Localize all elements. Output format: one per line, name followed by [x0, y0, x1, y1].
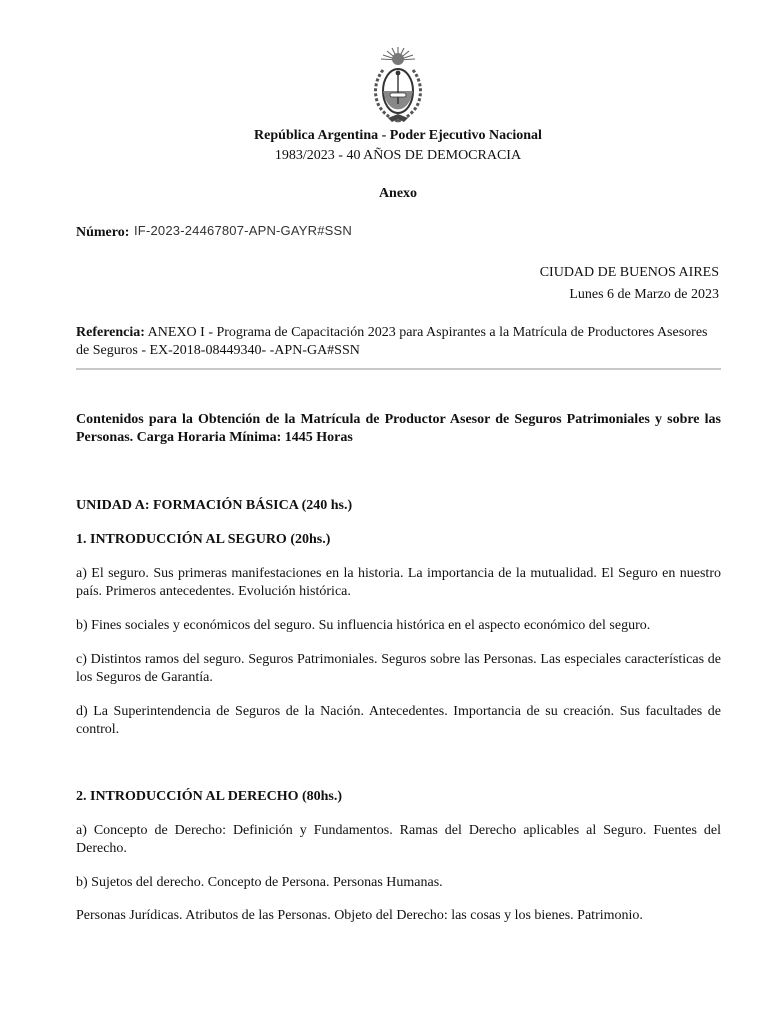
section-1-item-b: b) Fines sociales y económicos del seguro. Su influencia histórica en el aspecto económico del seguro.	[76, 618, 651, 633]
numero-label: Número:	[76, 225, 130, 240]
document-type: Anexo	[378, 186, 418, 201]
numero-value: IF-2023-24467807-APN-GAYR#SSN	[134, 223, 352, 238]
section-2-item-b: b) Sujetos del derecho. Concepto de Persona. Personas Humanas.	[76, 875, 443, 890]
unit-a-heading: UNIDAD A: FORMACIÓN BÁSICA (240 hs.)	[76, 498, 353, 513]
intro-heading: Contenidos para la Obtención de la Matrícula de Productor Asesor de Seguros Patrimoniales y sobre las Personas. Carga Horaria Mínima: 1445 Horas	[76, 412, 721, 445]
referencia	[76, 324, 721, 360]
city: CIUDAD DE BUENOS AIRES	[539, 265, 719, 280]
header-title: República Argentina - Poder Ejecutivo Nacional	[254, 128, 542, 143]
header-subtitle: 1983/2023 - 40 AÑOS DE DEMOCRACIA	[274, 148, 522, 163]
section-1-title: 1. INTRODUCCIÓN AL SEGURO (20hs.)	[76, 532, 331, 547]
section-1-item-a: a) El seguro. Sus primeras manifestaciones en la historia. La importancia de la mutualidad. El Seguro en nuestro país. Primeros antecedentes. Evolución histórica.	[76, 566, 721, 599]
section-2-item-a: a) Concepto de Derecho: Definición y Fundamentos. Ramas del Derecho aplicables al Seguro. Fuentes del Derecho.	[76, 823, 721, 856]
coat-of-arms-seal	[371, 44, 425, 126]
date: Lunes 6 de Marzo de 2023	[569, 287, 719, 302]
referencia-label: Referencia:	[76, 325, 145, 340]
section-1-item-c: c) Distintos ramos del seguro. Seguros Patrimoniales. Seguros sobre las Personas. Las especiales características de los Seguros de Garantía.	[76, 652, 721, 685]
divider	[76, 368, 721, 370]
section-2-paragraph: Personas Jurídicas. Atributos de las Personas. Objeto del Derecho: las cosas y los bienes. Patrimonio.	[76, 908, 643, 923]
referencia-text: ANEXO I - Programa de Capacitación 2023 para Aspirantes a la Matrícula de Productores Asesores de Seguros - EX-2018-08449340- -APN-GA#SSN	[76, 325, 708, 358]
section-2-title: 2. INTRODUCCIÓN AL DERECHO (80hs.)	[76, 789, 343, 804]
section-1-item-d: d) La Superintendencia de Seguros de la Nación. Antecedentes. Importancia de su creación. Sus facultades de control.	[76, 704, 721, 737]
